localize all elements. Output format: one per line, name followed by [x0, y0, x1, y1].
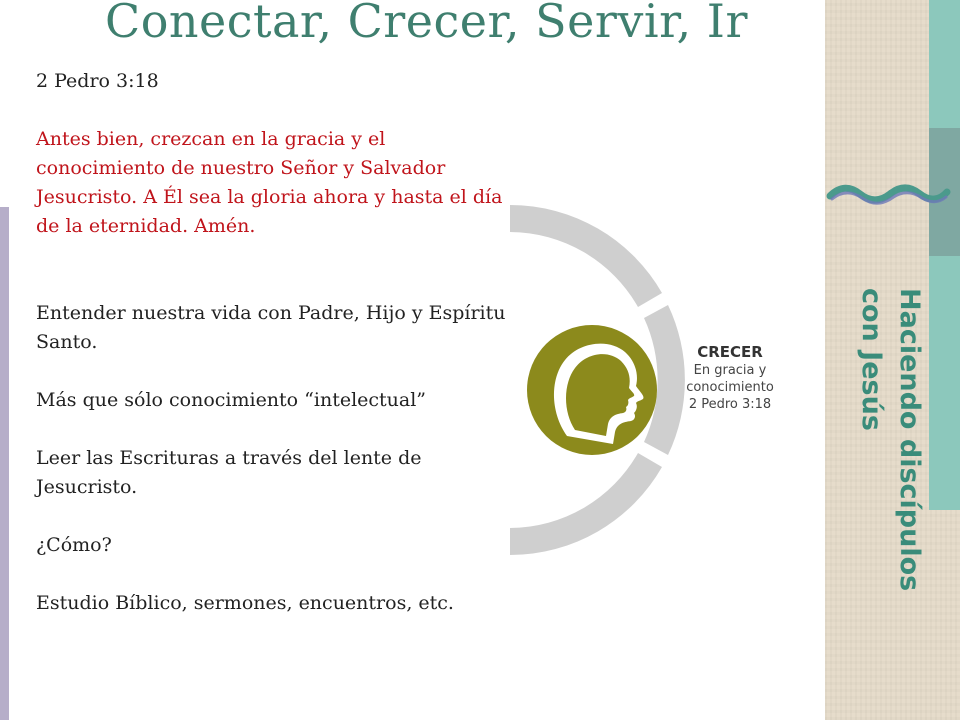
scripture-verse: Antes bien, crezcan en la gracia y el conocimiento de nuestro Señor y Salvador Jesucristo. A Él sea la gloria ahora y hasta el día de la eternidad. Amén. [36, 128, 503, 237]
crecer-subtitle-2: conocimiento [686, 380, 774, 395]
scripture-reference: 2 Pedro 3:18 [36, 70, 159, 92]
crecer-reference: 2 Pedro 3:18 [688, 397, 772, 412]
wave-decoration-icon [826, 180, 951, 210]
slide-title: Conectar, Crecer, Servir, Ir [105, 0, 748, 48]
left-accent-bar [0, 207, 9, 720]
paragraph-examples: Estudio Bíblico, sermones, encuentros, etc. [36, 592, 454, 614]
body-text [36, 67, 506, 618]
sidebar-title: Haciendo discípulos con Jesús [856, 288, 925, 592]
paragraph-scriptures: Leer las Escrituras a través del lente de Jesucristo. [36, 447, 422, 498]
paragraph-understand: Entender nuestra vida con Padre, Hijo y Espíritu Santo. [36, 302, 506, 353]
ring-segment-top [510, 205, 662, 307]
ring-segment-bottom [510, 453, 662, 555]
paragraph-how: ¿Cómo? [36, 534, 112, 556]
paragraph-knowledge: Más que sólo conocimiento “intelectual” [36, 389, 427, 411]
crecer-subtitle-1: En gracia y [693, 363, 767, 378]
crecer-title: CRECER [697, 343, 763, 361]
crecer-label [660, 342, 800, 413]
